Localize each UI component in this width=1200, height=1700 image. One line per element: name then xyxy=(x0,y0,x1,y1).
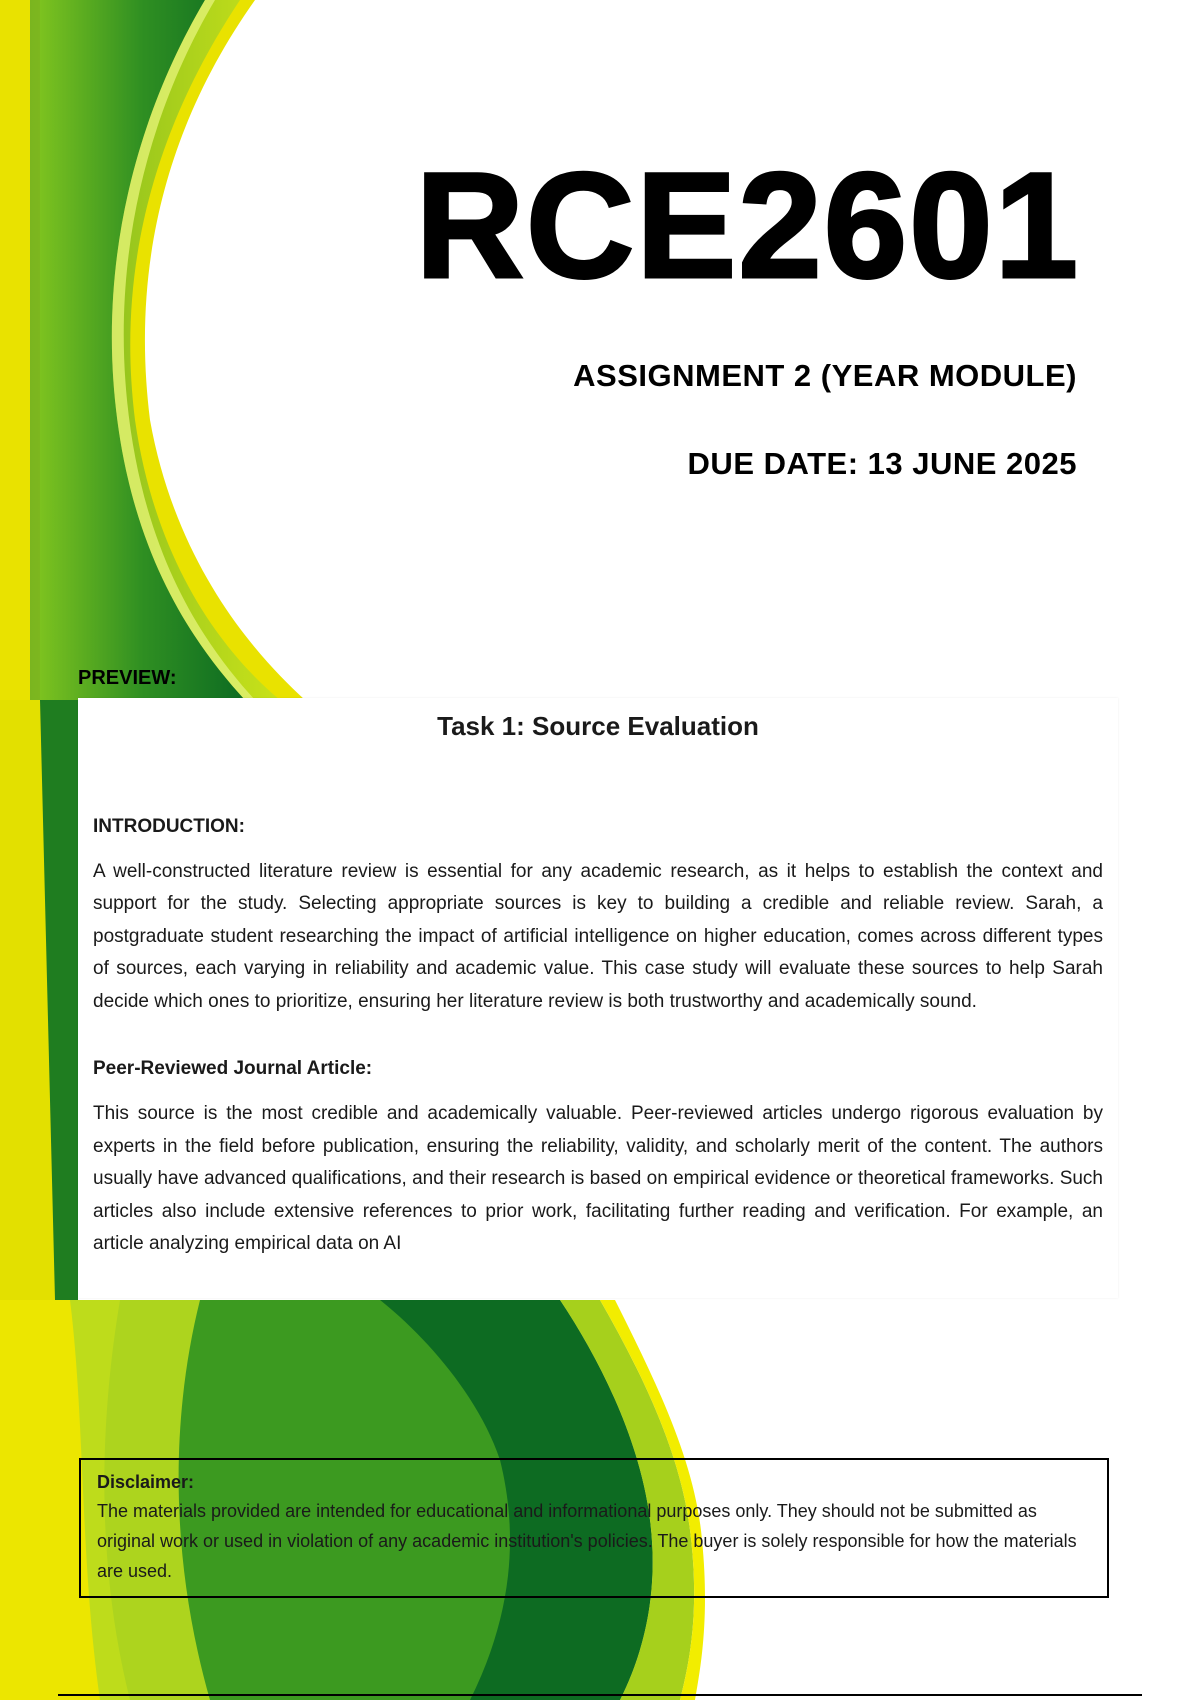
introduction-paragraph: A well-constructed literature review is essential for any academic research, as it helps to establish the context and support for the study. Selecting appropriate sources is key to building a credible and reliable review. Sarah, a postgraduate student researching the impact of artificial intelligence on higher education, comes across different types of sources, each varying in reliability and academic value. This case study will evaluate these sources to help Sarah decide which ones to prioritize, ensuring her literature review is both trustworthy and academically sound. xyxy=(93,860,1103,1012)
course-code-title: RCE2601 xyxy=(415,141,1080,309)
preview-content xyxy=(78,698,1118,1261)
peer-reviewed-paragraph: This source is the most credible and academically valuable. Peer-reviewed articles undergo rigorous evaluation by experts in the field before publication, ensuring the reliability, validity, and scholarly merit of the content. The authors usually have advanced qualifications, and their research is based on empirical evidence or theoretical frameworks. Such articles also include extensive references to prior work, facilitating further reading and verification. For example, an article analyzing empirical data on AI xyxy=(93,1103,1103,1255)
task-title: Task 1: Source Evaluation xyxy=(437,711,759,741)
disclaimer-box xyxy=(79,1458,1109,1598)
preview-panel xyxy=(78,698,1118,1298)
introduction-heading: INTRODUCTION: xyxy=(93,816,245,838)
disclaimer-title: Disclaimer: xyxy=(97,1472,195,1492)
preview-label: PREVIEW: xyxy=(78,667,177,689)
footer-divider xyxy=(58,1694,1142,1696)
assignment-title: ASSIGNMENT 2 (YEAR MODULE) xyxy=(573,358,1077,393)
due-date: DUE DATE: 13 JUNE 2025 xyxy=(687,446,1077,481)
peer-reviewed-heading: Peer-Reviewed Journal Article: xyxy=(93,1058,373,1080)
disclaimer-text: The materials provided are intended for educational and informational purposes only. They should not be submitted as original work or used in violation of any academic institution's policies. The buyer is solely responsible for how the materials are used. xyxy=(97,1501,1077,1581)
